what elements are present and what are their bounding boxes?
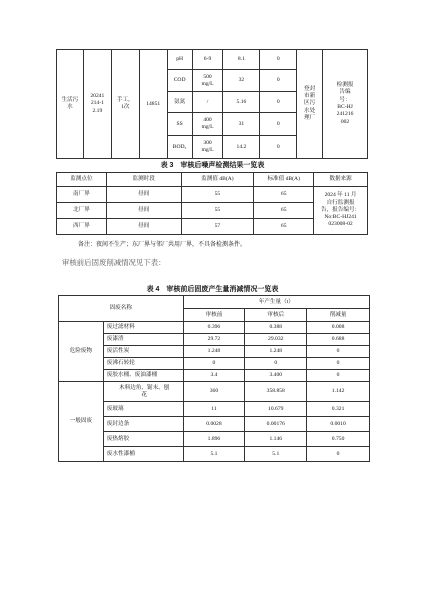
after-value: 1.248 xyxy=(245,346,307,358)
report-source-cell: 检测报 告编 号： BC-HJ 241216 002 xyxy=(323,50,368,159)
before-value: 1.896 xyxy=(183,432,245,447)
param-cell: BOD₅ xyxy=(167,136,192,159)
after-value: 10.679 xyxy=(245,402,307,417)
wastewater-table xyxy=(56,49,368,159)
table3-header: 监测时段 xyxy=(106,173,181,187)
before-value: 5.1 xyxy=(183,447,245,462)
limit-cell: 6-9 xyxy=(192,50,223,70)
sampling-method-cell: 手工， 1次 xyxy=(111,50,139,159)
cut-value: 0 xyxy=(307,447,370,462)
hazardous-category: 危险废物 xyxy=(59,322,104,382)
before-value: 1.248 xyxy=(183,346,245,358)
cut-value: 0.750 xyxy=(307,432,370,447)
limit-cell: / xyxy=(192,92,223,113)
after-value: 5.1 xyxy=(245,447,307,462)
waste-name: 废玻璃 xyxy=(103,402,183,417)
table3-caption: 表 3 审核后噪声检测结果一览表 xyxy=(160,162,265,169)
before-value: 29.72 xyxy=(183,334,245,346)
param-cell: COD xyxy=(167,70,192,92)
body-paragraph: 审核前后固废削减情况见下表： xyxy=(62,258,166,267)
limit-cell: 500 mg/L xyxy=(192,70,223,92)
value-cell: 14.2 xyxy=(223,136,260,159)
before-value: 3.4 xyxy=(183,370,245,382)
value-cell: 8.1 xyxy=(223,50,260,70)
before-value: 0.396 xyxy=(183,322,245,334)
noise-measured: 55 xyxy=(181,187,254,203)
value-cell: 5.16 xyxy=(223,92,260,113)
noise-point: 西厂界 xyxy=(57,219,107,235)
noise-note: 备注：夜间不生产；东厂界与邻厂共用厂界，不具备检测条件。 xyxy=(78,242,247,248)
result-cell: 0 xyxy=(260,70,297,92)
noise-point: 北厂界 xyxy=(57,203,107,219)
result-cell: 0 xyxy=(260,136,297,159)
cut-value: 0 xyxy=(307,358,370,370)
after-value: 358.858 xyxy=(245,382,307,402)
before-value: 11 xyxy=(183,402,245,417)
waste-name: 废胶水桶、废油漆桶 xyxy=(103,370,183,382)
after-value: 0.388 xyxy=(245,322,307,334)
param-cell: pH xyxy=(167,50,192,70)
cut-value: 0.688 xyxy=(307,334,370,346)
after-value: 29.032 xyxy=(245,334,307,346)
result-cell: 0 xyxy=(260,113,297,136)
waste-name: 废沸石转轮 xyxy=(103,358,183,370)
table3-header: 标准值 dB(A) xyxy=(254,173,314,187)
water-type-cell: 生活污 水 xyxy=(57,50,84,159)
before-header: 审核前 xyxy=(183,309,245,322)
noise-period: 昼间 xyxy=(106,203,181,219)
cut-value: 0 xyxy=(307,346,370,358)
noise-standard: 65 xyxy=(254,219,314,235)
after-value: 3.400 xyxy=(245,370,307,382)
noise-standard: 65 xyxy=(254,203,314,219)
param-cell: SS xyxy=(167,113,192,136)
annual-amount-header: 年产生量（t） xyxy=(183,296,369,309)
waste-name: 废漆渣 xyxy=(103,334,183,346)
limit-cell: 400 mg/L xyxy=(192,113,223,136)
before-value: 0.0028 xyxy=(183,417,245,432)
limit-cell: 300 mg/L xyxy=(192,136,223,159)
after-value: 0 xyxy=(245,358,307,370)
noise-standard: 65 xyxy=(254,187,314,203)
reduction-header: 削减量 xyxy=(307,309,370,322)
waste-name: 木料边角、锯末、刨 花 xyxy=(103,382,183,402)
waste-name-header: 固废名称 xyxy=(59,296,184,322)
cut-value: 0 xyxy=(307,370,370,382)
param-cell: 氨氮 xyxy=(167,92,192,113)
result-cell: 0 xyxy=(260,50,297,70)
noise-table xyxy=(56,172,368,235)
flow-cell: 14851 xyxy=(139,50,167,159)
value-cell: 31 xyxy=(223,113,260,136)
noise-measured: 57 xyxy=(181,219,254,235)
plant-cell: 登封 市新 区污 水处 理厂 xyxy=(297,50,323,159)
waste-name: 废水性漆桶 xyxy=(103,447,183,462)
before-value: 360 xyxy=(183,382,245,402)
table3-header: 数据来源 xyxy=(314,173,368,187)
noise-period: 昼间 xyxy=(106,219,181,235)
cut-value: 0.321 xyxy=(307,402,370,417)
result-cell: 0 xyxy=(260,92,297,113)
waste-name: 废热熔胶 xyxy=(103,432,183,447)
before-value: 0 xyxy=(183,358,245,370)
after-header: 审核后 xyxy=(245,309,307,322)
waste-name: 废活性炭 xyxy=(103,346,183,358)
after-value: 1.146 xyxy=(245,432,307,447)
general-category: 一般固废 xyxy=(59,382,104,462)
value-cell: 32 xyxy=(223,70,260,92)
waste-name: 废封边条 xyxy=(103,417,183,432)
table3-header: 监测值 dB(A) xyxy=(181,173,254,187)
table4-caption: 表 4 审核前后固废产生量消减情况一览表 xyxy=(146,286,279,293)
noise-point: 南厂界 xyxy=(57,187,107,203)
table3-header: 监测点位 xyxy=(57,173,107,187)
sampling-date-cell: 20241 214-1 2.19 xyxy=(83,50,111,159)
noise-measured: 55 xyxy=(181,203,254,219)
after-value: 0.00176 xyxy=(245,417,307,432)
noise-period: 昼间 xyxy=(106,187,181,203)
cut-value: 0.0010 xyxy=(307,417,370,432)
solid-waste-table xyxy=(58,295,370,462)
noise-source: 2024 年 11 月 自行监测报 告，报告编号： No:BC-HJ241 023008-02 xyxy=(314,187,368,235)
cut-value: 1.142 xyxy=(307,382,370,402)
waste-name: 废过滤材料 xyxy=(103,322,183,334)
cut-value: 0.008 xyxy=(307,322,370,334)
